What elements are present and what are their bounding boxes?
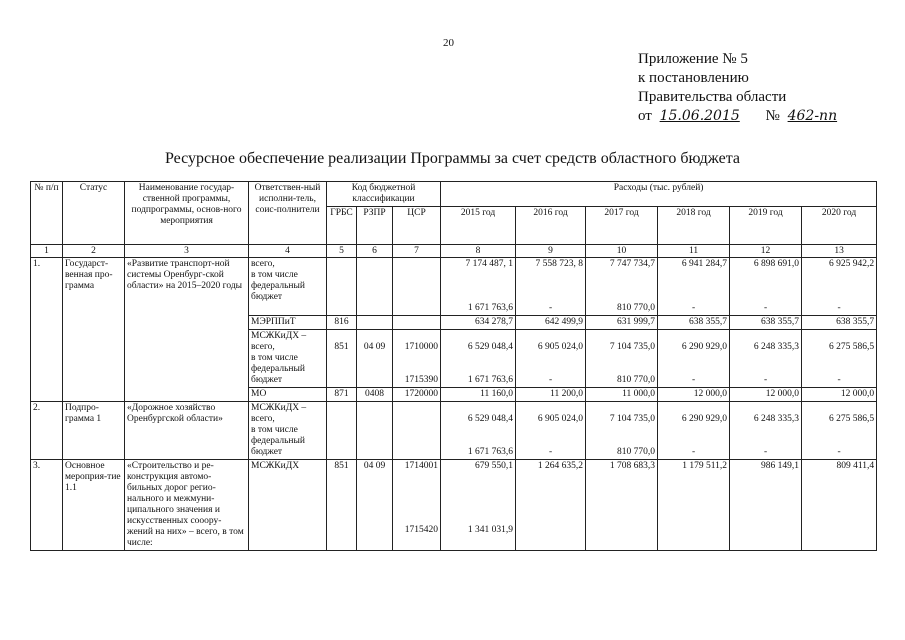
col-number: 5 (327, 245, 357, 258)
header-num: № п/п (31, 182, 63, 245)
row-executor: МЭРППиТ (249, 316, 327, 330)
cell-grbs: 871 (327, 388, 357, 402)
cell-rzpr: 04 09 (357, 460, 393, 551)
cell-2017: 11 000,0 (586, 388, 658, 402)
cell-2017: 7 747 734,7 810 770,0 (586, 258, 658, 316)
col-number: 7 (393, 245, 441, 258)
row-num: 1. (31, 258, 63, 402)
cell-csr: 1720000 (393, 388, 441, 402)
cell-2020: 6 925 942,2 - (802, 258, 877, 316)
row-status: Подпро-грамма 1 (63, 402, 125, 460)
cell-2018: 638 355,7 (658, 316, 730, 330)
cell-2019: 6 898 691,0 - (730, 258, 802, 316)
col-number: 8 (441, 245, 516, 258)
cell-2019: 638 355,7 (730, 316, 802, 330)
col-number: 11 (658, 245, 730, 258)
row-name: «Строительство и ре-конструкция автомо-бильных дорог регио-нального и межмуни-ципального значения и искусственных сооору-жений на них» – всего, в том числе: (125, 460, 249, 551)
header-grbs: ГРБС (327, 207, 357, 245)
row-executor: МСЖКиДХ – всего, в том числе федеральный бюджет (249, 402, 327, 460)
cell-2015: 634 278,7 (441, 316, 516, 330)
header-year-2016: 2016 год (516, 207, 586, 245)
cell-2019: 6 248 335,3 - (730, 330, 802, 388)
table-row-program-total (31, 258, 877, 316)
row-executor: МСЖКиДХ – всего, в том числе федеральный бюджет (249, 330, 327, 388)
col-number: 4 (249, 245, 327, 258)
header-year-2018: 2018 год (658, 207, 730, 245)
col-number: 2 (63, 245, 125, 258)
header-expenses: Расходы (тыс. рублей) (441, 182, 877, 207)
cell-2020: 12 000,0 (802, 388, 877, 402)
col-number: 13 (802, 245, 877, 258)
cell-grbs: 851 (327, 460, 357, 551)
col-number: 6 (357, 245, 393, 258)
cell-2019: 6 248 335,3 - (730, 402, 802, 460)
cell-grbs: 851 (327, 330, 357, 388)
column-number-row (31, 245, 877, 258)
appendix-line-2: к постановлению (638, 70, 749, 86)
appendix-line-3: Правительства области (638, 89, 787, 105)
header-status: Статус (63, 182, 125, 245)
appendix-line-1: Приложение № 5 (638, 51, 748, 67)
cell-2018: 6 941 284,7 - (658, 258, 730, 316)
cell-2018: 6 290 929,0 - (658, 330, 730, 388)
col-number: 9 (516, 245, 586, 258)
cell-2016: 1 264 635,2 (516, 460, 586, 551)
number-label: № (765, 108, 780, 124)
cell-2015: 7 174 487, 1 1 671 763,6 (441, 258, 516, 316)
appendix-block (638, 50, 841, 126)
row-name: «Развитие транспорт-ной системы Оренбург-ской области» на 2015–2020 годы (125, 258, 249, 402)
header-executor: Ответствен-ный исполни-тель, соис-полнители (249, 182, 327, 245)
row-executor: МО (249, 388, 327, 402)
resource-table (30, 181, 877, 551)
row-executor: всего, в том числе федеральный бюджет (249, 258, 327, 316)
handwritten-number: 462-пп (787, 108, 838, 124)
cell-2018: 12 000,0 (658, 388, 730, 402)
cell-csr: 1710000 1715390 (393, 330, 441, 388)
cell-2017: 7 104 735,0 810 770,0 (586, 330, 658, 388)
cell-2016: 6 905 024,0 - (516, 402, 586, 460)
cell-2020: 6 275 586,5 - (802, 330, 877, 388)
cell-rzpr: 04 09 (357, 330, 393, 388)
cell-2015: 6 529 048,4 1 671 763,6 (441, 330, 516, 388)
cell-2015: 6 529 048,4 1 671 763,6 (441, 402, 516, 460)
row-num: 2. (31, 402, 63, 460)
appendix-date-line (638, 107, 841, 126)
header-name: Наименование государ-ственной программы, подпрограммы, основ-ного мероприятия (125, 182, 249, 245)
table-row-main-activity (31, 460, 877, 551)
cell-2016: 7 558 723, 8 - (516, 258, 586, 316)
col-number: 12 (730, 245, 802, 258)
cell-csr: 1714001 1715420 (393, 460, 441, 551)
header-csr: ЦСР (393, 207, 441, 245)
row-executor: МСЖКиДХ (249, 460, 327, 551)
col-number: 10 (586, 245, 658, 258)
cell-2017: 1 708 683,3 (586, 460, 658, 551)
handwritten-date: 15.06.2015 (659, 108, 740, 124)
table-row-subprogram (31, 402, 877, 460)
from-label: от (638, 108, 652, 124)
cell-rzpr: 0408 (357, 388, 393, 402)
cell-2016: 642 499,9 (516, 316, 586, 330)
row-num: 3. (31, 460, 63, 551)
cell-2019: 986 149,1 (730, 460, 802, 551)
cell-2020: 809 411,4 (802, 460, 877, 551)
header-year-2020: 2020 год (802, 207, 877, 245)
cell-2018: 6 290 929,0 - (658, 402, 730, 460)
page-number: 20 (443, 37, 454, 49)
cell-2018: 1 179 511,2 (658, 460, 730, 551)
header-year-2015: 2015 год (441, 207, 516, 245)
col-number: 1 (31, 245, 63, 258)
header-rzpr: РЗПР (357, 207, 393, 245)
cell-2015: 679 550,1 1 341 031,9 (441, 460, 516, 551)
header-budget-code: Код бюджетной классификации (327, 182, 441, 207)
row-status: Государст-венная про-грамма (63, 258, 125, 402)
cell-2020: 6 275 586,5 - (802, 402, 877, 460)
header-year-2019: 2019 год (730, 207, 802, 245)
col-number: 3 (125, 245, 249, 258)
row-status: Основное мероприя-тие 1.1 (63, 460, 125, 551)
cell-2017: 631 999,7 (586, 316, 658, 330)
header-row-1 (31, 182, 877, 207)
document-title: Ресурсное обеспечение реализации Программы за счет средств областного бюджета (164, 150, 741, 167)
cell-2016: 6 905 024,0 - (516, 330, 586, 388)
cell-2015: 11 160,0 (441, 388, 516, 402)
row-name: «Дорожное хозяйство Оренбургской области» (125, 402, 249, 460)
cell-grbs: 816 (327, 316, 357, 330)
cell-2017: 7 104 735,0 810 770,0 (586, 402, 658, 460)
cell-2016: 11 200,0 (516, 388, 586, 402)
cell-2020: 638 355,7 (802, 316, 877, 330)
header-year-2017: 2017 год (586, 207, 658, 245)
cell-2019: 12 000,0 (730, 388, 802, 402)
